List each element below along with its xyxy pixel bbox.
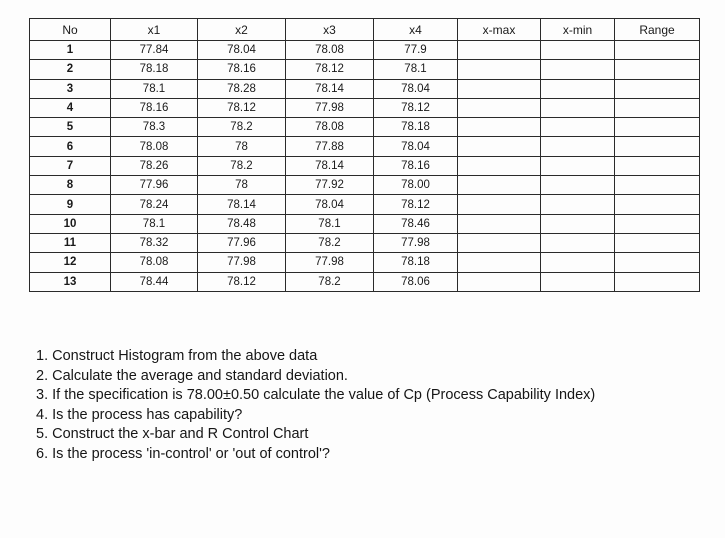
cell-x1: 78.1 [111, 79, 198, 98]
cell-x-max-empty [458, 137, 541, 156]
question-list [36, 347, 595, 465]
question-2: 2. Calculate the average and standard deviation. [36, 367, 348, 384]
cell-x1: 78.08 [111, 137, 198, 156]
cell-x-max-empty [458, 156, 541, 175]
cell-range-empty [615, 79, 700, 98]
cell-x-min-empty [541, 253, 615, 272]
cell-x-min-empty [541, 272, 615, 291]
cell-range-empty [615, 156, 700, 175]
cell-x1: 78.24 [111, 195, 198, 214]
cell-range-empty [615, 60, 700, 79]
header-x2: x2 [198, 19, 286, 41]
cell-x-max-empty [458, 118, 541, 137]
cell-x-min-empty [541, 195, 615, 214]
cell-x-max-empty [458, 214, 541, 233]
cell-range-empty [615, 214, 700, 233]
cell-x2: 77.96 [198, 233, 286, 252]
cell-x2: 78 [198, 176, 286, 195]
cell-x4: 78.18 [374, 118, 458, 137]
cell-x4: 78.16 [374, 156, 458, 175]
cell-no: 1 [30, 41, 111, 60]
cell-no: 2 [30, 60, 111, 79]
cell-x-min-empty [541, 214, 615, 233]
cell-x1: 78.16 [111, 98, 198, 117]
cell-no: 6 [30, 137, 111, 156]
cell-range-empty [615, 98, 700, 117]
cell-x-max-empty [458, 41, 541, 60]
cell-x3: 78.08 [286, 41, 374, 60]
cell-x3: 77.98 [286, 98, 374, 117]
cell-x3: 77.88 [286, 137, 374, 156]
table-row [30, 118, 700, 137]
header-row [30, 19, 700, 41]
cell-x2: 77.98 [198, 253, 286, 272]
cell-range-empty [615, 253, 700, 272]
table-row [30, 195, 700, 214]
header-x-min: x-min [541, 19, 615, 41]
cell-x4: 77.98 [374, 233, 458, 252]
cell-x3: 78.1 [286, 214, 374, 233]
cell-x-min-empty [541, 176, 615, 195]
question-1: 1. Construct Histogram from the above data [36, 348, 318, 364]
table-row [30, 79, 700, 98]
cell-x2: 78 [198, 137, 286, 156]
header-x4: x4 [374, 19, 458, 41]
cell-x1: 78.08 [111, 253, 198, 272]
cell-no: 9 [30, 195, 111, 214]
cell-no: 13 [30, 272, 111, 291]
table-row [30, 98, 700, 117]
cell-x2: 78.12 [198, 272, 286, 291]
cell-x1: 78.26 [111, 156, 198, 175]
cell-range-empty [615, 233, 700, 252]
table-row [30, 214, 700, 233]
cell-x-min-empty [541, 41, 615, 60]
cell-range-empty [615, 176, 700, 195]
table-row [30, 60, 700, 79]
table-row [30, 253, 700, 272]
cell-x1: 78.44 [111, 272, 198, 291]
header-x1: x1 [111, 19, 198, 41]
cell-x2: 78.48 [198, 214, 286, 233]
cell-x3: 78.08 [286, 118, 374, 137]
cell-x3: 77.92 [286, 176, 374, 195]
cell-no: 10 [30, 214, 111, 233]
question-5: 5. Construct the x-bar and R Control Chart [36, 426, 309, 443]
cell-x-max-empty [458, 272, 541, 291]
cell-x4: 78.12 [374, 195, 458, 214]
cell-x2: 78.28 [198, 79, 286, 98]
cell-x4: 77.9 [374, 41, 458, 60]
cell-no: 11 [30, 233, 111, 252]
header-no: No [30, 19, 111, 41]
cell-x3: 78.12 [286, 60, 374, 79]
table-row [30, 156, 700, 175]
cell-x2: 78.14 [198, 195, 286, 214]
cell-no: 7 [30, 156, 111, 175]
cell-no: 3 [30, 79, 111, 98]
table-row [30, 176, 700, 195]
cell-no: 12 [30, 253, 111, 272]
cell-x4: 78.06 [374, 272, 458, 291]
cell-x3: 78.14 [286, 79, 374, 98]
header-range: Range [615, 19, 700, 41]
cell-no: 5 [30, 118, 111, 137]
cell-x1: 77.96 [111, 176, 198, 195]
table-row [30, 272, 700, 291]
cell-x4: 78.1 [374, 60, 458, 79]
question-4: 4. Is the process has capability? [36, 406, 243, 423]
cell-x-max-empty [458, 98, 541, 117]
header-x3: x3 [286, 19, 374, 41]
cell-x-max-empty [458, 176, 541, 195]
cell-range-empty [615, 195, 700, 214]
cell-x-min-empty [541, 98, 615, 117]
cell-x1: 78.1 [111, 214, 198, 233]
cell-range-empty [615, 272, 700, 291]
table-row [30, 41, 700, 60]
table-row [30, 137, 700, 156]
cell-x3: 78.2 [286, 233, 374, 252]
question-3: 3. If the specification is 78.00±0.50 calculate the value of Cp (Process Capability Index) [36, 387, 596, 404]
cell-x1: 78.32 [111, 233, 198, 252]
cell-x2: 78.2 [198, 118, 286, 137]
question-6: 6. Is the process 'in-control' or 'out of control'? [36, 445, 330, 462]
cell-x2: 78.12 [198, 98, 286, 117]
cell-x-max-empty [458, 253, 541, 272]
cell-x-max-empty [458, 195, 541, 214]
cell-no: 8 [30, 176, 111, 195]
cell-x4: 78.18 [374, 253, 458, 272]
header-x-max: x-max [458, 19, 541, 41]
cell-x2: 78.04 [198, 41, 286, 60]
cell-x3: 78.04 [286, 195, 374, 214]
cell-x-max-empty [458, 79, 541, 98]
cell-x4: 78.04 [374, 79, 458, 98]
cell-x2: 78.2 [198, 156, 286, 175]
cell-range-empty [615, 41, 700, 60]
cell-x-min-empty [541, 60, 615, 79]
cell-x-min-empty [541, 233, 615, 252]
table-row [30, 233, 700, 252]
cell-x-min-empty [541, 118, 615, 137]
cell-x-max-empty [458, 60, 541, 79]
cell-x3: 77.98 [286, 253, 374, 272]
measurement-table [29, 18, 700, 292]
cell-x3: 78.14 [286, 156, 374, 175]
cell-range-empty [615, 118, 700, 137]
cell-range-empty [615, 137, 700, 156]
cell-x4: 78.12 [374, 98, 458, 117]
cell-x3: 78.2 [286, 272, 374, 291]
cell-x1: 78.18 [111, 60, 198, 79]
table-body [30, 41, 700, 292]
cell-no: 4 [30, 98, 111, 117]
cell-x2: 78.16 [198, 60, 286, 79]
cell-x-min-empty [541, 79, 615, 98]
cell-x4: 78.04 [374, 137, 458, 156]
cell-x4: 78.00 [374, 176, 458, 195]
cell-x1: 77.84 [111, 41, 198, 60]
cell-x-max-empty [458, 233, 541, 252]
cell-x1: 78.3 [111, 118, 198, 137]
cell-x-min-empty [541, 156, 615, 175]
cell-x4: 78.46 [374, 214, 458, 233]
cell-x-min-empty [541, 137, 615, 156]
